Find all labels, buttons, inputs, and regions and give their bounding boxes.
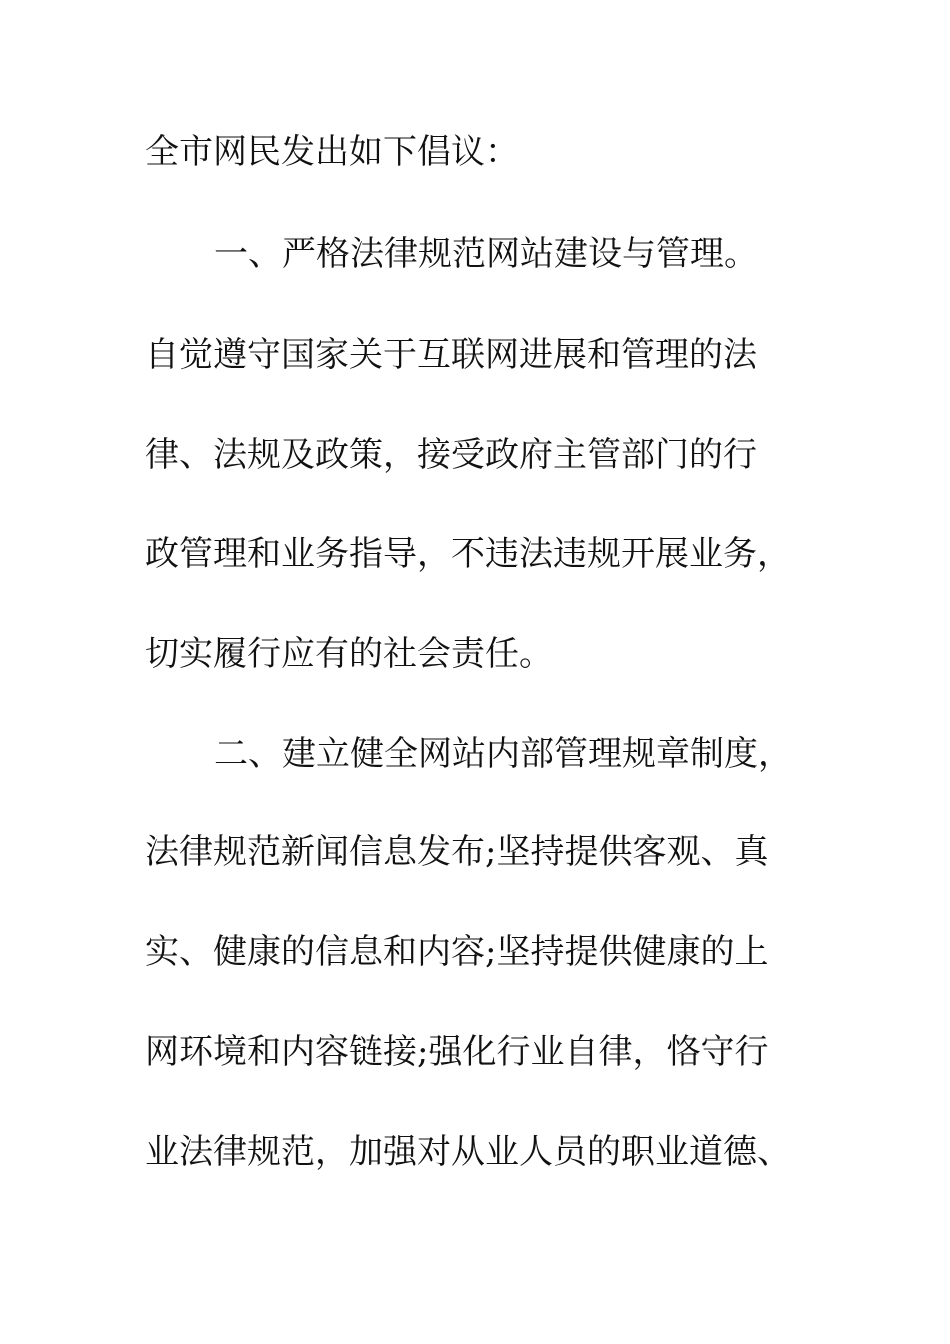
- section-heading-1: 一、严格法律规范网站建设与管理。: [214, 234, 758, 274]
- text-line: 全市网民发出如下倡议：: [145, 132, 519, 172]
- section-heading-2: 二、建立健全网站内部管理规章制度，: [214, 734, 792, 774]
- text-line: 法律规范新闻信息发布;坚持提供客观、真: [145, 832, 769, 872]
- text-line: 切实履行应有的社会责任。: [145, 634, 553, 674]
- text-line: 政管理和业务指导，不违法违规开展业务，: [145, 534, 791, 574]
- text-line: 实、健康的信息和内容;坚持提供健康的上: [145, 932, 769, 972]
- text-line: 律、法规及政策，接受政府主管部门的行: [145, 435, 757, 475]
- text-line: 网环境和内容链接;强化行业自律，恪守行: [145, 1032, 769, 1072]
- text-line: 业法律规范，加强对从业人员的职业道德、: [145, 1132, 791, 1172]
- text-line: 自觉遵守国家关于互联网进展和管理的法: [145, 335, 757, 375]
